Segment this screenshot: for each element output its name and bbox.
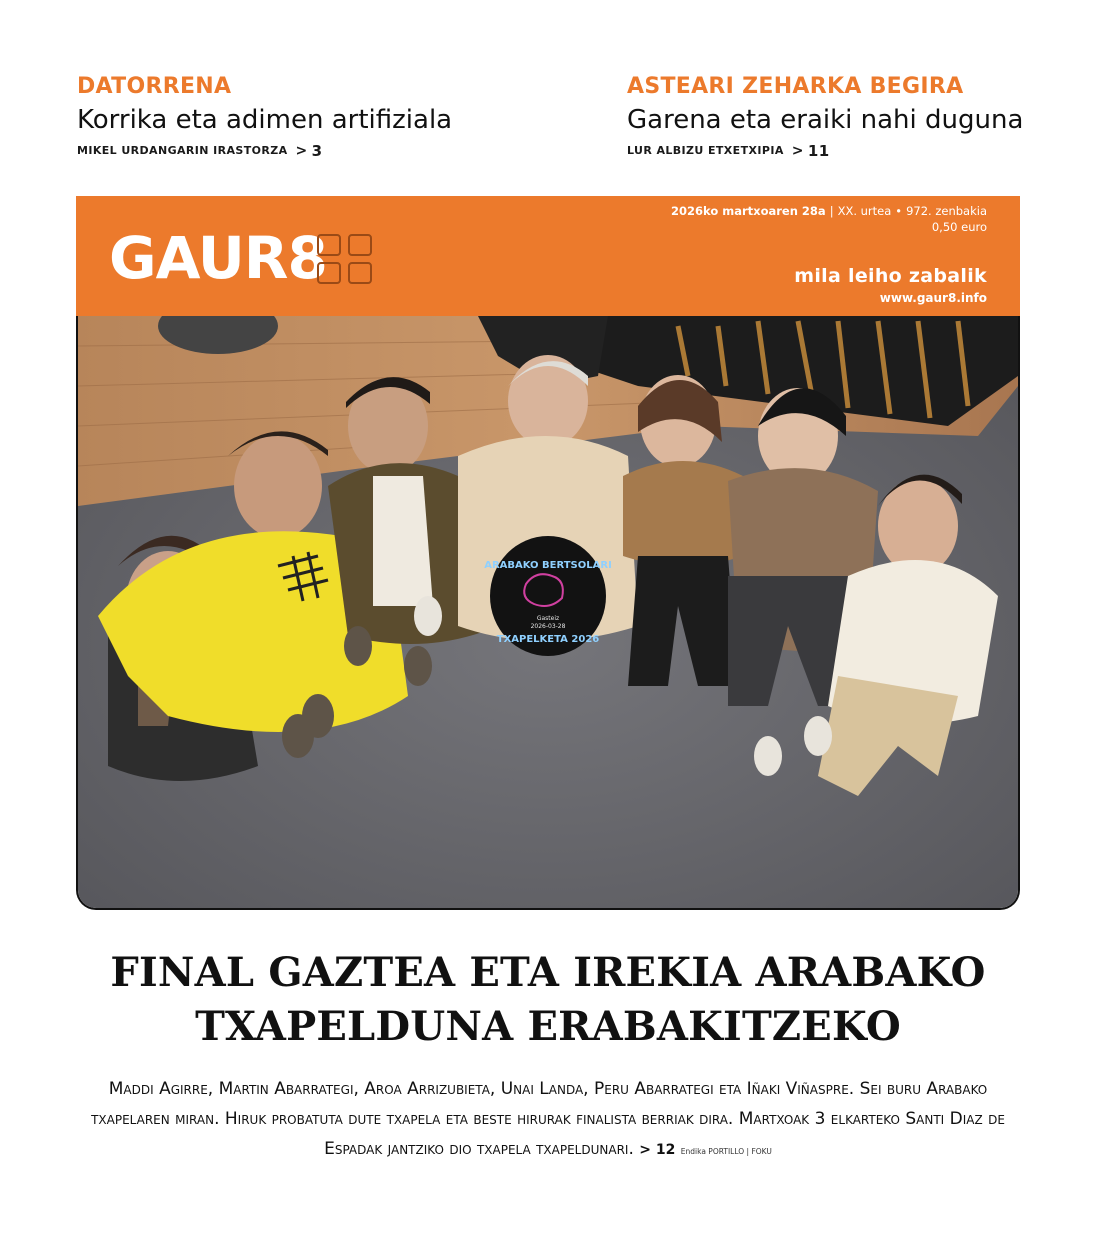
issue-date: 2026ko martxoaren 28a [671, 204, 826, 218]
teaser-datorrena[interactable] [77, 72, 452, 160]
teaser-author: MIKEL URDANGARIN IRASTORZA [77, 144, 288, 157]
issue-number: 972. zenbakia [906, 204, 987, 218]
page-reference[interactable]: > 12 [639, 1142, 676, 1158]
main-headline[interactable] [60, 946, 1036, 1054]
teaser-page-number: 3 [311, 142, 323, 160]
masthead [76, 196, 1020, 316]
main-headline-line-1: FINAL GAZTEA ETA IREKIA ARABAKO [110, 949, 986, 996]
teaser-kicker: DATORRENA [77, 74, 232, 99]
svg-text:2026-03-28: 2026-03-28 [530, 623, 566, 630]
chevron-right-icon: > [295, 143, 308, 159]
teaser-author: LUR ALBIZU ETXETXIPIA [627, 144, 784, 157]
logo[interactable]: GAUR8 [109, 224, 327, 292]
teaser-byline [77, 142, 452, 160]
teaser-headline[interactable]: Garena eta eraiki nahi duguna [627, 105, 1024, 135]
issue-price: 0,50 euro [931, 220, 987, 234]
website-link[interactable]: www.gaur8.info [879, 291, 987, 305]
svg-text:Gasteiz: Gasteiz [536, 615, 560, 622]
svg-text:ARABAKO BERTSOLARI: ARABAKO BERTSOLARI [484, 560, 612, 571]
svg-text:TXAPELKETA 2026: TXAPELKETA 2026 [496, 634, 600, 645]
deck-text: Maddi Agirre, Martin Abarrategi, Aroa Arrizubieta, Unai Landa, Peru Abarrategi eta Iñaki Viñaspre. Sei buru Arabako txapelaren miran. Hiruk probatuta dute txapela eta beste hirurak finalista berriak dira. Martxoak 3 elkarteko Santi Diaz de Espadak jantziko dio txapela txapeldunari. [91, 1079, 1005, 1159]
teaser-byline [627, 142, 1023, 160]
photo-credit: Endika PORTILLO | FOKU [680, 1147, 772, 1156]
article-deck [70, 1074, 1026, 1167]
teaser-headline[interactable]: Korrika eta adimen artifiziala [77, 105, 453, 135]
cover-photo [76, 316, 1020, 910]
teaser-asteari-zeharka-begira[interactable] [627, 72, 1023, 160]
teaser-kicker: ASTEARI ZEHARKA BEGIRA [627, 74, 964, 99]
main-headline-line-2: TXAPELDUNA ERABAKITZEKO [195, 1003, 901, 1050]
teaser-page-number: 11 [807, 142, 830, 160]
logo-squares-icon [317, 234, 373, 284]
slogan: mila leiho zabalik [794, 265, 987, 287]
issue-info: 2026ko martxoaren 28a | XX. urtea • 972. zenbakia 0,50 euro [671, 204, 987, 234]
chevron-right-icon: > [791, 143, 804, 159]
issue-year: XX. urtea [837, 204, 892, 218]
